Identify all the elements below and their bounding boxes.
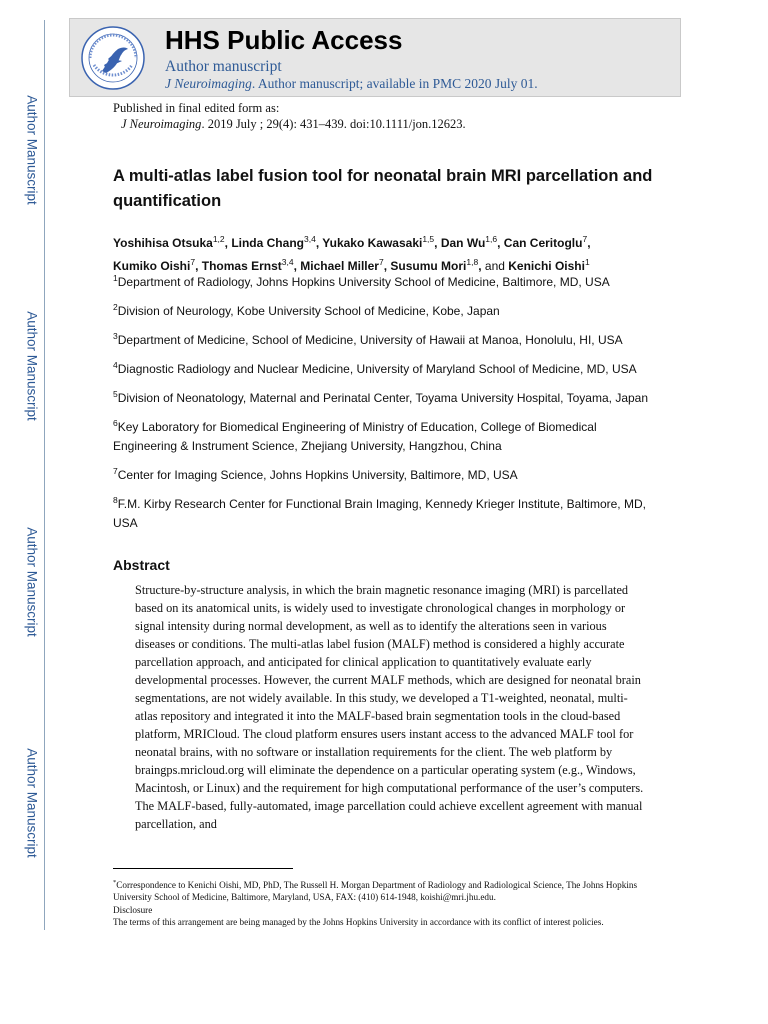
affiliation: [113, 298, 658, 321]
affiliation-number: 3: [113, 331, 118, 341]
author-affiliation-marker: 7: [190, 257, 196, 267]
author: [441, 236, 497, 250]
hhs-header: [69, 18, 681, 97]
author-name: Yukako Kawasaki: [322, 236, 423, 250]
affiliation: [113, 462, 658, 485]
header-subtitle: Author manuscript: [165, 58, 282, 75]
hhs-eagle-seal-icon: [80, 25, 146, 91]
affiliation-text: Division of Neurology, Kobe University School of Medicine, Kobe, Japan: [117, 304, 500, 318]
author-conjunction: and: [484, 259, 505, 273]
affiliation: [113, 385, 658, 408]
affiliation-number: 2: [113, 302, 118, 312]
affiliation-text: Center for Imaging Science, Johns Hopkins University, Baltimore, MD, USA: [117, 468, 518, 482]
affiliation-number: 6: [113, 418, 118, 428]
author-name: Can Ceritoglu: [503, 236, 583, 250]
header-availability: [165, 76, 538, 92]
journal-name: J Neuroimaging: [121, 117, 202, 131]
sidebar-label: Author Manuscript: [24, 311, 40, 421]
author-separator: ,: [434, 236, 441, 250]
disclosure-text: The terms of this arrangement are being managed by the Johns Hopkins University in accordance with its conflict of interest policies.: [113, 917, 604, 928]
author-separator: ,: [587, 236, 591, 250]
affiliation-text: Diagnostic Radiology and Nuclear Medicine, University of Maryland School of Medicine, MD, USA: [117, 362, 637, 376]
affiliation-text: F.M. Kirby Research Center for Functional Brain Imaging, Kennedy Krieger Institute, Baltimore, MD, USA: [113, 497, 646, 530]
affiliation-number: 1: [113, 273, 118, 283]
author-affiliation-marker: 1,8: [466, 257, 479, 267]
author-separator: ,: [195, 259, 202, 273]
abstract-heading: Abstract: [113, 557, 170, 573]
author: [504, 236, 587, 250]
author-name: Kenichi Oishi: [508, 259, 585, 273]
author-separator: ,: [497, 236, 504, 250]
citation-text: . 2019 July ; 29(4): 431–439. doi:10.1111/jon.12623.: [201, 117, 466, 131]
affiliation: [113, 269, 658, 292]
affiliation: [113, 327, 658, 350]
disclosure-label: Disclosure: [113, 904, 153, 915]
author-separator: ,: [383, 259, 391, 273]
abstract-body: Structure-by-structure analysis, in which the brain magnetic resonance imaging (MRI) is parcellated based on its anatomical units, is widely used to investigate chronological changes in morphology or signal intensity during normal development, as well as to identify the alterations seen in various diseases or conditions. The multi-atlas label fusion (MALF) method is considered a highly accurate parcellation approach, and anticipated for clinical application to quantitatively evaluate early developmental processes. However, the current MALF methods, which are designed for neonatal brain segmentations, are not widely available. In this study, we developed a T1-weighted, neonatal, multi-atlas repository and integrated it into the MALF-based brain segmentation tools in the cloud-based platform, MRICloud. The cloud platform ensures users instant access to the advanced MALF tool for neonatal brains, with no software or installation requirements for the client. The web platform by braingps.mricloud.org will eliminate the dependence on a particular operating system (e.g., Windows, Macintosh, or Linux) and the requirement for high computational performance of the user’s computers. The MALF-based, fully-automated, image parcellation could achieve excellent agreement with manual parcellation, and: [135, 583, 644, 831]
author-affiliation-marker: 1,2: [212, 234, 225, 244]
journal-name: J Neuroimaging: [165, 76, 252, 91]
sidebar-label: Author Manuscript: [24, 748, 40, 858]
affiliation-text: Department of Radiology, Johns Hopkins University School of Medicine, Baltimore, MD, USA: [117, 275, 610, 289]
correspondence-note: [113, 877, 658, 904]
correspondence-text: Correspondence to Kenichi Oishi, MD, PhD, The Russell H. Morgan Department of Radiology and Radiological Science, The Johns Hopkins University School of Medicine, Baltimore, Maryland, USA, FAX: (410) 614-1948, koishi@mri.jhu.edu.: [113, 880, 638, 903]
author-affiliation-marker: 3,4: [303, 234, 316, 244]
footnotes: [113, 877, 658, 929]
affiliation-number: 4: [113, 360, 118, 370]
affiliation-number: 7: [113, 466, 118, 476]
published-citation: [113, 116, 466, 132]
affiliation-number: 8: [113, 495, 118, 505]
affiliation-list: [113, 269, 658, 539]
author-name: Dan Wu: [440, 236, 486, 250]
sidebar-label: Author Manuscript: [24, 95, 40, 205]
author-separator: ,: [315, 236, 323, 250]
affiliation-text: Division of Neonatology, Maternal and Perinatal Center, Toyama University Hospital, Toyama, Japan: [117, 391, 649, 405]
author: [231, 236, 316, 250]
author-affiliation-marker: 1,5: [422, 234, 435, 244]
author-affiliation-marker: 1,6: [485, 234, 498, 244]
author-separator: ,: [293, 259, 301, 273]
affiliation-number: 5: [113, 389, 118, 399]
author-name: Kumiko Oishi: [113, 259, 191, 273]
author-affiliation-marker: 7: [582, 234, 588, 244]
author-name: Yoshihisa Otsuka: [113, 236, 213, 250]
author-name: Susumu Mori: [390, 259, 467, 273]
author-name: Michael Miller: [300, 259, 379, 273]
footnote-marker: *: [113, 879, 117, 886]
sidebar-label: Author Manuscript: [24, 527, 40, 637]
header-title: HHS Public Access: [165, 25, 403, 55]
affiliation: [113, 356, 658, 379]
affiliation: [113, 491, 658, 533]
author-separator: ,: [224, 236, 232, 250]
author-affiliation-marker: 3,4: [281, 257, 294, 267]
affiliation: [113, 414, 658, 456]
author-affiliation-marker: 7: [378, 257, 384, 267]
published-note: [113, 100, 466, 132]
published-label: Published in final edited form as:: [113, 101, 280, 115]
author-name: Thomas Ernst: [201, 259, 282, 273]
author-affiliation-marker: 1: [584, 257, 590, 267]
author-separator: ,: [478, 259, 485, 273]
paper-title: A multi-atlas label fusion tool for neonatal brain MRI parcellation and quantification: [113, 167, 653, 210]
author-name: Linda Chang: [231, 236, 304, 250]
availability-text: . Author manuscript; available in PMC 2020 July 01.: [251, 76, 538, 91]
author: [322, 236, 434, 250]
footnote-rule: [113, 868, 293, 869]
author: [113, 236, 225, 250]
affiliation-text: Key Laboratory for Biomedical Engineering of Ministry of Education, College of Biomedical Engineering & Instrument Science, Zhejiang University, Hangzhou, China: [113, 420, 597, 453]
affiliation-text: Department of Medicine, School of Medicine, University of Hawaii at Manoa, Honolulu, HI, USA: [117, 333, 623, 347]
